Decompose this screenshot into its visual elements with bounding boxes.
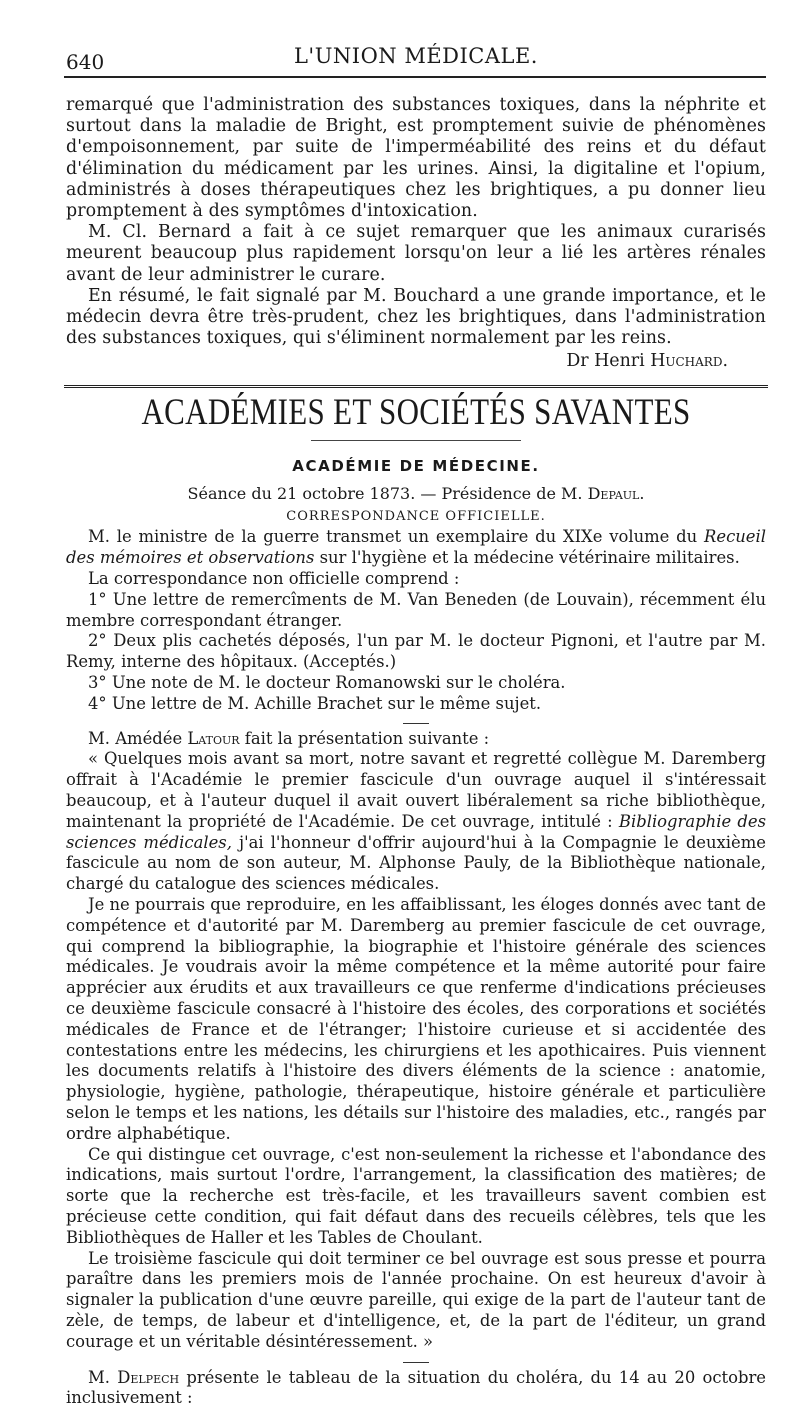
- signature-name: Huchard.: [650, 351, 728, 372]
- correspondence-paragraph: [66, 527, 766, 569]
- quote-text: « Quelques mois avant sa mort, notre savant et regretté collègue M. Daremberg offrait à l'Académie le premier fascicule d'un ouvrage auquel il s'intéressait beaucoup, et à l'auteur duquel il avait ouvert libéralement sa riche bibliothèque, maintenant la propriété de l'Académie. De cet ouvrage, intitulé :: [66, 749, 766, 831]
- quote-text: j'ai l'honneur d'offrir aujourd'hui à la Compagnie le deuxième fascicule au nom de son auteur, M. Alphonse Pauly, de la Bibliothèque nationale, chargé du catalogue des sciences médicales.: [66, 832, 766, 894]
- article-paragraph: remarqué que l'administration des substances toxiques, dans la néphrite et surtout dans la maladie de Bright, est promptement suivie de phénomènes d'empoisonnement, par suite de l'imperméabilité des reins et du défaut d'élimination du médicament par les urines. Ainsi, la digitaline et l'opium, administrés à doses thérapeutiques chez les brightiques, a pu donner lieu promptement à des symptômes d'intoxication.: [66, 95, 766, 222]
- correspondence-paragraph: La correspondance non officielle comprend :: [88, 569, 460, 589]
- section-title: ACADÉMIES ET SOCIÉTÉS SAVANTES: [141, 391, 691, 433]
- correspondence-body: [66, 527, 766, 714]
- running-head: [66, 0, 766, 78]
- correspondence-text: sur l'hygiène et la médecine vétérinaire militaires.: [319, 548, 740, 568]
- correspondence-item: 4° Une lettre de M. Achille Brachet sur le même sujet.: [88, 693, 542, 713]
- section-divider: [64, 385, 768, 388]
- article-paragraph: En résumé, le fait signalé par M. Bouchard a une grande importance, et le médecin devra être très-prudent, chez les brightiques, dans l'administration des substances toxiques, qui s'éliminent normalement par les reins.: [66, 285, 766, 349]
- section-title-rule: [311, 440, 521, 441]
- session-president: Depaul.: [587, 484, 645, 504]
- article-continuation: [66, 95, 766, 349]
- signature-prefix: Dr Henri: [566, 351, 645, 372]
- latour-quote-paragraph: Ce qui distingue cet ouvrage, c'est non-seulement la richesse et l'abondance des indications, mais surtout l'ordre, l'arrangement, la classification des matières; de sorte que la recherche est très-facile, et les travailleurs savent combien est précieuse cette condition, qui fait défaut dans des recueils célèbres, tels que les Bibliothèques de Haller et les Tables de Choulant.: [66, 1144, 766, 1247]
- session-text: Séance du 21 octobre 1873. — Présidence de M.: [187, 484, 583, 504]
- latour-intro: [66, 729, 766, 750]
- latour-quote-paragraph: [66, 749, 766, 895]
- delpech-name: M. Delpech: [88, 1367, 180, 1387]
- session-line: [66, 484, 766, 503]
- academy-heading: ACADÉMIE DE MÉDECINE.: [292, 457, 540, 476]
- article-paragraph: M. Cl. Bernard a fait à ce sujet remarquer que les animaux curarisés meurent beaucoup plus rapidement lorsqu'on leur a lié les artères rénales avant de leur administrer le curare.: [66, 222, 766, 285]
- quote-italic-title: Bibliographie des sciences médicales,: [66, 811, 766, 852]
- correspondence-item: 1° Une lettre de remercîments de M. Van Beneden (de Louvain), récemment élu membre correspondant étranger.: [66, 589, 766, 630]
- correspondence-italic-title: Recueil des mémoires et observations: [66, 527, 766, 568]
- paragraph-separator: [403, 1362, 429, 1363]
- paragraph-separator: [403, 723, 429, 724]
- latour-intro-text: fait la présentation suivante :: [244, 728, 490, 748]
- page-number: 640: [66, 50, 105, 74]
- correspondence-item: 3° Une note de M. le docteur Romanowski sur le choléra.: [88, 673, 566, 693]
- delpech-text-line: [66, 1368, 766, 1409]
- latour-presentation: [66, 729, 766, 1353]
- latour-name: Latour: [187, 728, 240, 748]
- latour-quote-paragraph: Le troisième fascicule qui doit terminer ce bel ouvrage est sous presse et pourra paraître dans les premiers mois de l'année prochaine. On est heureux d'avoir à signaler la publication d'une œuvre pareille, qui exige de la part de l'auteur tant de zèle, de temps, de labeur et d'intelligence, et, de la part de l'éditeur, un grand courage et un véritable désintéressement. »: [66, 1248, 766, 1351]
- latour-quote-paragraph: Je ne pourrais que reproduire, en les affaiblissant, les éloges donnés avec tant de compétence et d'autorité par M. Daremberg au premier fascicule de cet ouvrage, qui comprend la bibliographie, la biographie et l'histoire générale des sciences médicales. Je voudrais avoir la même compétence et la même autorité pour faire apprécier aux érudits et aux travailleurs ce que renferme d'indications précieuses ce deuxième fascicule consacré à l'histoire des écoles, des corporations et sociétés médicales de France et de l'étranger; l'histoire curieuse et si accidentée des contestations entre les médecins, les chirurgiens et les apothicaires. Puis viennent les documents relatifs à l'histoire des divers éléments de la science : anatomie, physiologie, hygiène, pathologie, thérapeutique, histoire générale et particulière selon le temps et les nations, les détails sur l'histoire des maladies, etc., rangés par ordre alphabétique.: [66, 894, 766, 1143]
- header-rule: [64, 76, 766, 78]
- journal-title: L'UNION MÉDICALE.: [293, 44, 538, 68]
- delpech-text: présente le tableau de la situation du choléra, du 14 au 20 octobre inclusivement :: [66, 1367, 766, 1408]
- article-signature: [66, 351, 766, 371]
- correspondence-item: 2° Deux plis cachetés déposés, l'un par M. le docteur Pignoni, et l'autre par M. Remy, interne des hôpitaux. (Acceptés.): [66, 631, 766, 672]
- delpech-paragraph: [66, 1368, 766, 1409]
- correspondence-heading: CORRESPONDANCE OFFICIELLE.: [286, 509, 546, 525]
- correspondence-text: M. le ministre de la guerre transmet un exemplaire du XIXe volume du: [88, 527, 698, 547]
- latour-intro-text: M. Amédée: [88, 728, 183, 748]
